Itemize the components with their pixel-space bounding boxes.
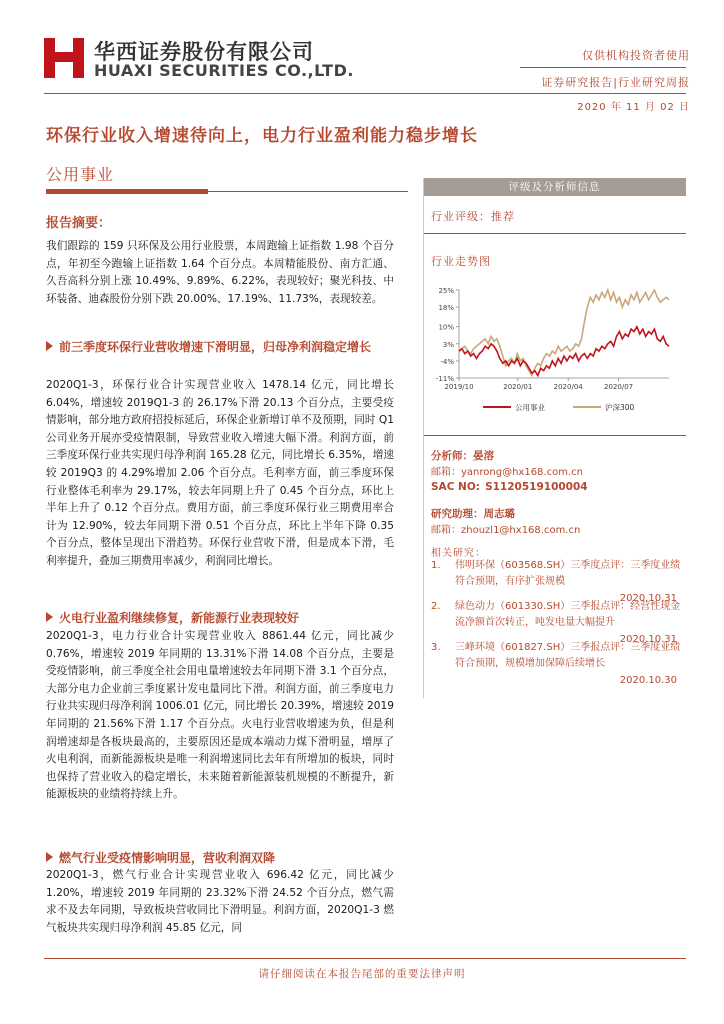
related-item[interactable]: 3. 三峰环境（601827.SH）三季报点评：三季度业绩符合预期，规模增加保障后续增长 2020.10.30 bbox=[431, 642, 681, 686]
y-tick-label: 3% bbox=[442, 340, 454, 349]
assistant-email[interactable]: zhouzl1@hx168.com.cn bbox=[461, 525, 581, 536]
header-rule-1 bbox=[520, 67, 686, 68]
sector-line bbox=[208, 191, 408, 192]
company-name-en: HUAXI SECURITIES CO.,LTD. bbox=[94, 61, 354, 80]
legend-label: 公用事业 bbox=[515, 403, 545, 412]
trend-label: 行业走势图 bbox=[431, 255, 491, 268]
sidebar-border bbox=[423, 178, 424, 698]
section-2-text: 2020Q1-3，电力行业合计实现营业收入 8861.44 亿元，同比减少 0.76%，增速较 2019 年同期的 13.31%下滑 14.08 个百分点，主要是受疫情影响，前三季度全社会用电量增速较去年同期下滑 3.1 个百分点，大部分电力企业前三季度累计发电量同比下滑。利润方面，前三季度电力行业共实现归母净利润 1006.01 亿元，同比增长 20.39%，增速较 2019 年同期的 21.56%下滑 1.17 个百分点。火电行业营收增速为负，但是利润增速却是各板块最高的，主要原因还是成本端动力煤下滑明显，增厚了火电利润，而新能源板块是唯一利润增速同比去年有所增加的板块，同时也保持了营业收入的稳定增长，未来随着新能源装机规模的不断提升，新能源板块的业绩将持续上升。 bbox=[46, 630, 394, 801]
y-tick-label: -11% bbox=[435, 375, 454, 383]
section-3-text: 2020Q1-3，燃气行业合计实现营业收入 696.42 亿元，同比减少 1.20%，增速较 2019 年同期的 23.32%下滑 24.52 个百分点，燃气需求不及去年同期，导致板块营收同比下滑明显。利润方面，2020Q1-3 燃气板块共实现归母净利润 45.85 亿元，同 bbox=[46, 869, 394, 934]
x-tick-label: 2020/01 bbox=[503, 383, 533, 391]
huaxi-logo bbox=[44, 38, 84, 78]
x-tick-label: 2020/07 bbox=[604, 383, 634, 391]
report-title: 环保行业收入增速待向上，电力行业盈利能力稳步增长 bbox=[46, 126, 478, 146]
series-line-csi300 bbox=[459, 290, 669, 376]
header-rule-2 bbox=[44, 93, 686, 94]
section-3-title: 燃气行业受疫情影响明显，营收利润双降 bbox=[46, 849, 396, 867]
sector-label: 公用事业 bbox=[46, 165, 115, 184]
audience-note: 仅供机构投资者使用 bbox=[582, 49, 690, 62]
sac-line: SAC NO: S1120519100004 bbox=[431, 481, 588, 493]
y-tick-label: 10% bbox=[438, 323, 454, 332]
legend-label: 沪深300 bbox=[605, 403, 635, 412]
analyst-line: 分析师：晏溶 bbox=[431, 450, 494, 462]
related-research-label: 相关研究： bbox=[431, 548, 486, 559]
section-1-title: 前三季度环保行业营收增速下滑明显，归母净利润稳定增长 bbox=[46, 338, 396, 356]
sidebar-rule bbox=[423, 233, 686, 234]
x-tick-label: 2019/10 bbox=[444, 383, 474, 391]
assistant-email-line: 邮箱：zhouzl1@hx168.com.cn bbox=[431, 525, 581, 536]
analyst-email-line: 邮箱：yanrong@hx168.com.cn bbox=[431, 467, 583, 478]
bullet-triangle-icon bbox=[46, 612, 53, 622]
y-tick-label: -4% bbox=[440, 357, 454, 366]
sector-bar bbox=[46, 189, 208, 194]
company-name-cn: 华西证券股份有限公司 bbox=[94, 40, 314, 64]
related-item[interactable]: 1. 伟明环保（603568.SH）三季度点评：三季度业绩符合预期，有序扩张规模 2020.10.31 bbox=[431, 560, 681, 604]
industry-trend-chart bbox=[423, 280, 686, 420]
footer-rule bbox=[44, 958, 686, 959]
bullet-triangle-icon bbox=[46, 341, 53, 351]
summary-intro: 我们跟踪的 159 只环保及公用行业股票，本周跑输上证指数 1.98 个百分点，年初至今跑输上证指数 1.64 个百分点。本周精能股份、南方汇通、久吾高科分别上涨 10.49%、9.89%、6.22%，表现较好；聚光科技、中环装备、迪森股份分别下跌 20.00%、17.19%、11.73%，表现较差。 bbox=[46, 240, 394, 305]
x-tick-label: 2020/04 bbox=[553, 383, 583, 391]
series-line-utilities bbox=[459, 327, 669, 376]
analyst-email[interactable]: yanrong@hx168.com.cn bbox=[461, 467, 583, 478]
rating-header: 评级及分析师信息 bbox=[423, 178, 686, 196]
y-tick-label: 25% bbox=[438, 287, 454, 295]
report-type: 证券研究报告|行业研究周报 bbox=[541, 76, 690, 89]
y-tick-label: 18% bbox=[438, 304, 454, 313]
section-2-title: 火电行业盈利继续修复，新能源行业表现较好 bbox=[46, 609, 396, 627]
report-date: 2020 年 11 月 02 日 bbox=[577, 102, 690, 113]
bullet-triangle-icon bbox=[46, 852, 53, 862]
legal-notice: 请仔细阅读在本报告尾部的重要法律声明 bbox=[258, 968, 466, 980]
industry-rating: 行业评级：推荐 bbox=[431, 210, 515, 223]
related-item[interactable]: 2. 绿色动力（601330.SH）三季报点评：经营性现金流净额首次转正，吨发电量大幅提升 2020.10.31 bbox=[431, 601, 681, 645]
section-1-text: 2020Q1-3，环保行业合计实现营业收入 1478.14 亿元，同比增长 6.04%，增速较 2019Q1-3 的 26.17%下滑 20.13 个百分点，主要受疫情影响，部分地方政府招投标延后，环保企业新增订单不及预期，同时 Q1 公司业务开展亦受疫情限制，导致营业收入增速大幅下滑。利润方面，前三季度环保行业共实现归母净利润 165.28 亿元，同比增长 6.35%，增速较 2019Q3 的 4.29%增加 2.06 个百分点。毛利率方面，前三季度环保行业整体毛利率为 29.17%，较去年同期上升了 0.45 个百分点，环比上半年上升了 0.12 个百分点。费用方面，前三季度环保行业三期费用率合计为 12.90%，较去年同期下滑 0.51 个百分点，环比上半年下降 0.35 个百分点，整体呈现出下滑趋势。环保行业营收下滑，但是成本下滑，毛利率提升，叠加三期费用率减少，利润同比增长。 bbox=[46, 379, 394, 567]
assistant-line: 研究助理：周志璐 bbox=[431, 508, 515, 520]
sidebar-rule bbox=[423, 435, 686, 436]
summary-heading: 报告摘要： bbox=[46, 216, 112, 231]
